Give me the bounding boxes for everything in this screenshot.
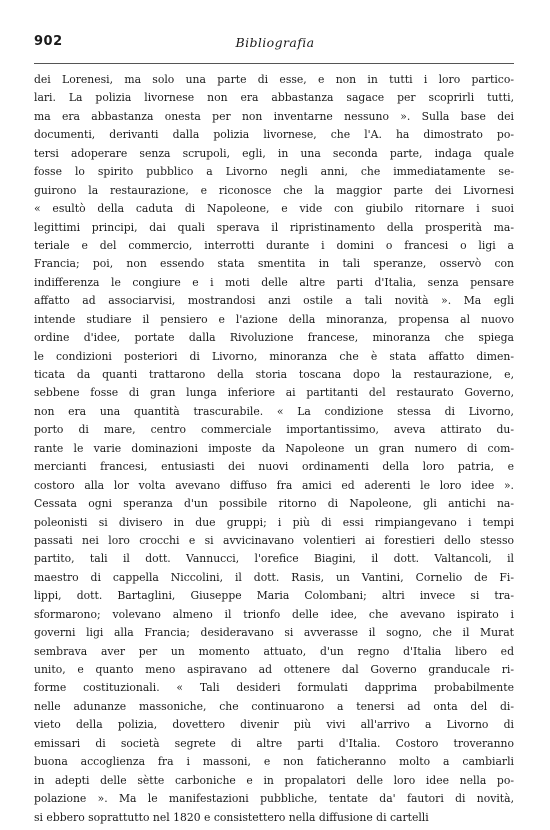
text-line: emissari di società segrete di altre parti d'Italia. Costoro troveranno [34, 736, 514, 750]
text-line: maestro di cappella Niccolini, il dott. Rasis, un Vantini, Cornelio de Fi- [34, 570, 514, 584]
text-line: nelle adunanze massoniche, che continuarono a tenersi ad onta del di- [34, 699, 514, 713]
text-line: si ebbero soprattutto nel 1820 e consistettero nella diffusione di cartelli [34, 810, 429, 824]
header-rule [34, 63, 514, 64]
text-line: legittimi principi, dai quali sperava il ripristinamento della prosperità ma- [34, 220, 514, 234]
text-line: fosse lo spirito pubblico a Livorno negli anni, che immediatamente se- [34, 165, 514, 179]
text-line: forme costituzionali. « Tali desideri formulati dapprima probabilmente [34, 681, 514, 695]
text-line: Francia; poi, non essendo stata smentita in tali speranze, osservò con [34, 257, 514, 271]
text-line: sformarono; volevano almeno il trionfo delle idee, che avevano ispirato i [34, 607, 514, 621]
text-line: documenti, derivanti dalla polizia livornese, che l'A. ha dimostrato po- [34, 128, 514, 142]
text-line: partito, tali il dott. Vannucci, l'orefice Biagini, il dott. Valtancoli, il [34, 552, 514, 566]
text-line: poleonisti si divisero in due gruppi; i più di essi rimpiangevano i tempi [34, 515, 514, 529]
text-line: affatto ad associarvisi, mostrandosi anzi ostile a tali novità ». Ma egli [34, 294, 514, 308]
text-line: le condizioni posteriori di Livorno, minoranza che è stata affatto dimen- [34, 349, 514, 363]
body-text [34, 71, 514, 827]
text-line: non era una quantità trascurabile. « La condizione stessa di Livorno, [34, 404, 514, 418]
text-line: Cessata ogni speranza d'un possibile ritorno di Napoleone, gli antichi na- [34, 497, 514, 511]
text-line: indifferenza le congiure e i moti delle altre parti d'Italia, senza pensare [34, 275, 514, 289]
text-line: unito, e quanto meno aspiravano ad ottenere dal Governo granducale ri- [34, 663, 514, 676]
text-line: lari. La polizia livornese non era abbastanza sagace per scoprirli tutti, [34, 91, 514, 105]
text-line: ordine d'idee, portate dalla Rivoluzione francese, minoranza che spiega [34, 331, 514, 345]
text-line: intende studiare il pensiero e l'azione della minoranza, propensa al nuovo [34, 312, 514, 326]
text-line: costoro alla lor volta avevano diffuso fra amici ed aderenti le loro idee ». [34, 478, 514, 492]
text-line: « esultò della caduta di Napoleone, e vide con giubilo ritornare i suoi [34, 202, 514, 216]
text-line: mercianti francesi, entusiasti dei nuovi ordinamenti della loro patria, e [34, 460, 514, 474]
text-line: guirono la restaurazione, e riconosce che la maggior parte dei Livornesi [34, 183, 514, 197]
text-line: polazione ». Ma le manifestazioni pubbliche, tentate da' fautori di novità, [34, 792, 514, 806]
text-line: governi ligi alla Francia; desideravano si avverasse il sogno, che il Murat [34, 626, 514, 640]
text-line: ticata da quanti trattarono della storia toscana dopo la restaurazione, e, [34, 368, 514, 381]
text-line: porto di mare, centro commerciale importantissimo, aveva attirato du- [34, 423, 514, 437]
text-line: passati nei loro crocchi e si avvicinavano volentieri ai forestieri dello stesso [34, 533, 514, 547]
page-header [34, 34, 516, 56]
text-line: lippi, dott. Bartaglini, Giuseppe Maria Colombani; altri invece si tra- [34, 589, 514, 603]
text-line: in adepti delle sètte carboniche e in propalatori delle loro idee nella po- [34, 773, 514, 787]
text-line: sembrava aver per un momento attuato, d'un regno d'Italia libero ed [34, 644, 514, 658]
text-line: ma era abbastanza onesta per non inventarne nessuno ». Sulla base dei [34, 109, 514, 123]
text-line: sebbene fosse di gran lunga inferiore ai partitanti del restaurato Governo, [34, 386, 514, 400]
running-title: Bibliografia [235, 35, 315, 50]
page-number: 902 [34, 34, 63, 49]
text-line: tersi adoperare senza scrupoli, egli, in una seconda parte, indaga quale [34, 146, 514, 160]
text-line: buona accoglienza fra i massoni, e non faticheranno molto a cambiarli [34, 755, 514, 769]
text-line: vieto della polizia, dovettero divenir più vivi all'arrivo a Livorno di [34, 718, 514, 732]
text-line: dei Lorenesi, ma solo una parte di esse, e non in tutti i loro partico- [34, 73, 514, 86]
text-line: teriale e del commercio, interrotti durante i domini o francesi o ligi a [34, 238, 514, 252]
text-line: rante le varie dominazioni imposte da Napoleone un gran numero di com- [34, 441, 514, 455]
